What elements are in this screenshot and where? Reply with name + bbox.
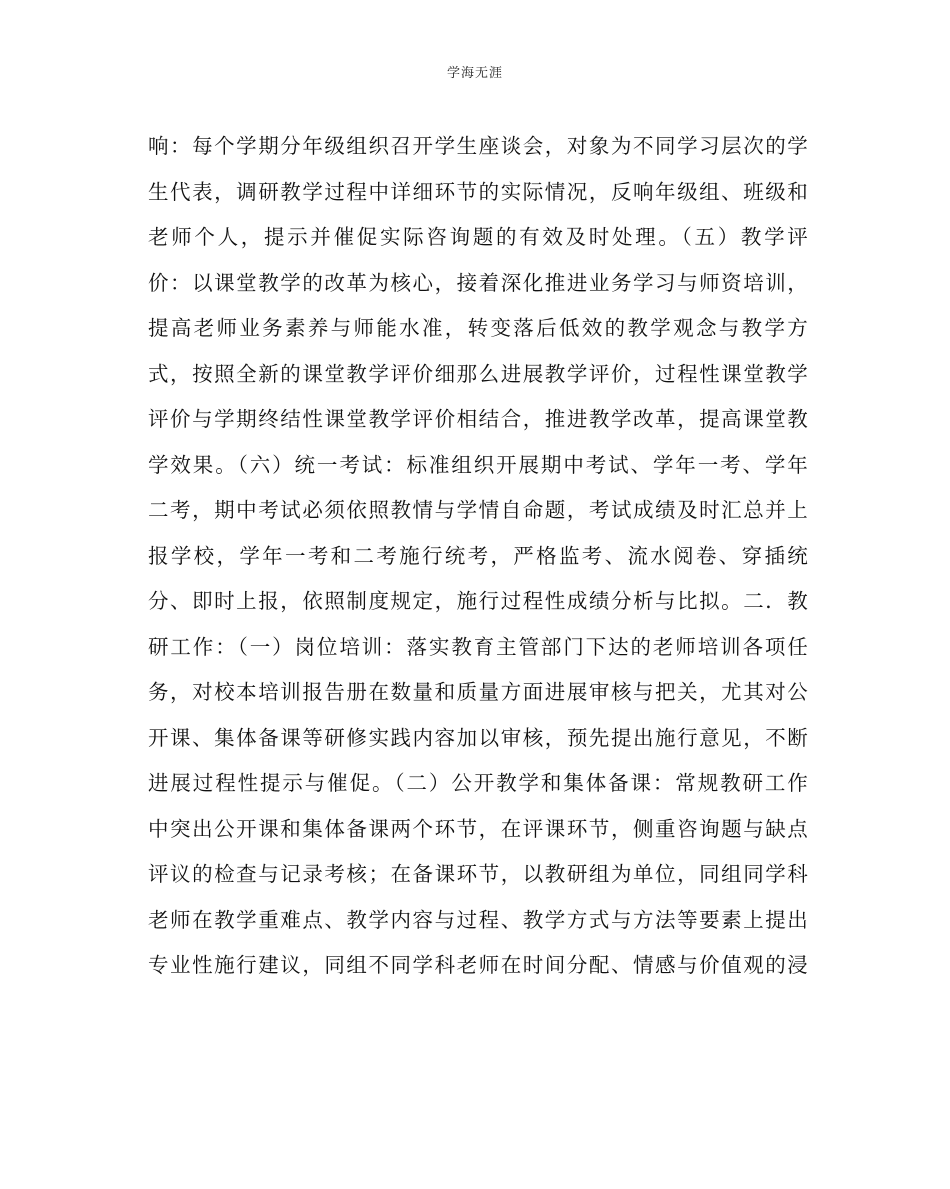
body-text	[148, 124, 808, 989]
text-line: 评议的检查与记录考核；在备课环节，以教研组为单位，同组同学科	[148, 862, 808, 886]
text-line: 生代表，调研教学过程中详细环节的实际情况，反响年级组、班级和	[148, 179, 808, 204]
text-line: 响：每个学期分年级组织召开学生座谈会，对象为不同学习层次的学	[148, 134, 808, 158]
text-line: 老师在教学重难点、教学内容与过程、教学方式与方法等要素上提出	[148, 907, 808, 932]
text-line: 式，按照全新的课堂教学评价细那么进展教学评价，过程性课堂教学	[148, 361, 808, 386]
text-line: 务，对校本培训报告册在数量和质量方面进展审核与把关，尤其对公	[148, 680, 808, 704]
text-line: 评价与学期终结性课堂教学评价相结合，推进教学改革，提高课堂教	[148, 407, 808, 431]
text-line: 中突出公开课和集体备课两个环节，在评课环节，侧重咨询题与缺点	[148, 816, 808, 841]
text-line: 提高老师业务素养与师能水准，转变落后低效的教学观念与教学方	[148, 316, 808, 340]
text-line: 分、即时上报，依照制度规定，施行过程性成绩分析与比拟。二．教	[148, 589, 808, 613]
text-line: 老师个人，提示并催促实际咨询题的有效及时处理。（五）教学评	[148, 225, 808, 249]
text-line: 研工作：（一）岗位培训：落实教育主管部门下达的老师培训各项任	[148, 634, 808, 659]
text-line: 报学校，学年一考和二考施行统考，严格监考、流水阅卷、穿插统	[148, 543, 808, 568]
text-line: 价：以课堂教学的改革为核心，接着深化推进业务学习与师资培训，	[148, 270, 808, 295]
text-line: 学效果。（六）统一考试：标准组织开展期中考试、学年一考、学年	[148, 452, 808, 477]
text-line: 进展过程性提示与催促。（二）公开教学和集体备课：常规教研工作	[148, 771, 808, 795]
text-line: 专业性施行建议，同组不同学科老师在时间分配、情感与价值观的浸	[148, 953, 808, 977]
text-line: 开课、集体备课等研修实践内容加以审核，预先提出施行意见，不断	[148, 725, 808, 750]
page-header: 学海无涯	[446, 66, 503, 81]
text-line: 二考，期中考试必须依照教情与学情自命题，考试成绩及时汇总并上	[148, 498, 808, 522]
